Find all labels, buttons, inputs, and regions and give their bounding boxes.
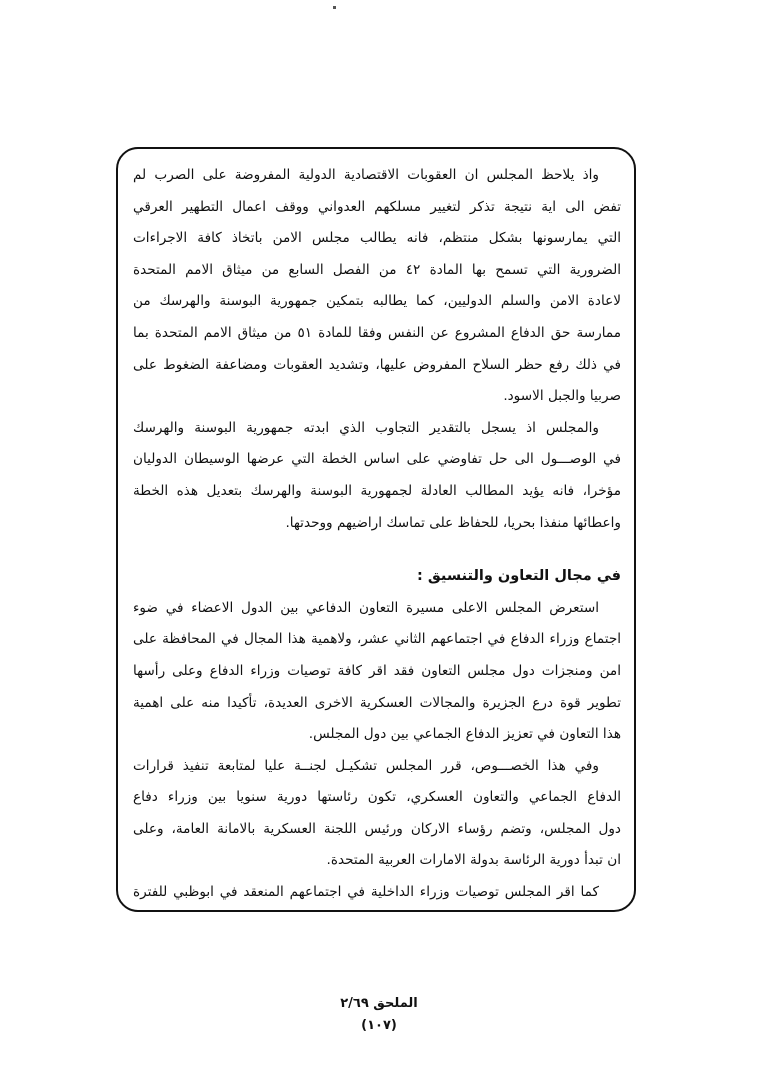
text-line: التي يمارسونها بشكل منتظم، فانه يطالب مجلس الامن باتخاذ كافة الاجراءات xyxy=(133,230,621,247)
page-number: (١٠٧) xyxy=(361,1018,397,1033)
text-line: في ذلك رفع حظر السلاح المفروض عليها، وتشديد العقوبات ومضاعفة الضغوط على xyxy=(133,356,621,373)
text-line: واعطائها منفذا بحريا، للحفاظ على تماسك اراضيهم ووحدتها. xyxy=(285,514,621,531)
annex-reference: الملحق ٢/٦٩ xyxy=(340,996,418,1011)
text-line: امن ومنجزات دول مجلس التعاون فقد اقر كافة توصيات وزراء الدفاع وعلى رأسها xyxy=(133,662,621,679)
text-line: دول المجلس، وتضم رؤساء الاركان ورئيس اللجنة العسكرية بالامانة العامة، وعلى xyxy=(133,820,621,837)
paragraph-sanctions-serbia xyxy=(133,160,621,413)
paragraph-interior-ministers xyxy=(133,877,621,909)
text-line: في الوصـــول الى حل تفاوضي على اساس الخطة التي عرضها الوسيطان الدوليان xyxy=(133,451,621,468)
text-line: ممارسة حق الدفاع المشروع عن النفس وفقا للمادة ٥١ من ميثاق الامم المتحدة بما xyxy=(133,324,621,341)
text-line: والمجلس اذ يسجل بالتقدير التجاوب الذي ابدته جمهورية البوسنة والهرسك xyxy=(133,419,599,436)
scan-speck xyxy=(333,6,336,9)
text-line: استعرض المجلس الاعلى مسيرة التعاون الدفاعي بين الدول الاعضاء في ضوء xyxy=(133,599,599,616)
text-line: مؤخرا، فانه يؤيد المطالب العادلة لجمهورية البوسنة والهرسك بتعديل هذه الخطة xyxy=(133,482,621,499)
document-body xyxy=(133,160,621,909)
text-line: الضرورية التي تسمح بها المادة ٤٢ من الفصل السابع من ميثاق الامم المتحدة xyxy=(133,261,621,278)
text-line: تفض الى اية نتيجة تذكر لتغيير مسلكهم العدواني ووقف اعمال التطهير العرقي xyxy=(133,198,621,215)
paragraph-bosnia-negotiation xyxy=(133,413,621,539)
paragraph-defense-cooperation xyxy=(133,593,621,751)
section-heading-cooperation: في مجال التعاون والتنسيق : xyxy=(417,568,621,585)
text-line: هذا التعاون في تعزيز الدفاع الجماعي بين دول المجلس. xyxy=(308,726,621,743)
text-line: واذ يلاحظ المجلس ان العقوبات الاقتصادية الدولية المفروضة على الصرب لم xyxy=(133,167,599,183)
text-line: صربيا والجبل الاسود. xyxy=(503,388,621,405)
text-line: ان تبدأ دورية الرئاسة بدولة الامارات العربية المتحدة. xyxy=(326,852,621,869)
text-line: الدفاع الجماعي والتعاون العسكري، تكون رئاستها دورية سنويا بين وزراء دفاع xyxy=(133,789,621,806)
text-line: وفي هذا الخصـــوص، قرر المجلس تشكيـل لجنــة عليا لمتابعة تنفيذ قرارات xyxy=(133,757,599,774)
text-line: تطوير قوة درع الجزيرة والمجالات العسكرية الاخرى العديدة، تأكيدا منه على اهمية xyxy=(133,694,621,711)
text-line: كما اقر المجلس توصيات وزراء الداخلية في اجتماعهم المنعقد في ابوظبي للفترة xyxy=(133,884,599,901)
paragraph-high-committee xyxy=(133,751,621,877)
text-line: اجتماع وزراء الدفاع في اجتماعهم الثاني عشر، ولاهمية هذا المجال في المحافظة على xyxy=(133,631,621,648)
text-line: لاعادة الامن والسلم الدوليين، كما يطالبه بتمكين جمهورية البوسنة والهرسك من xyxy=(133,293,621,310)
